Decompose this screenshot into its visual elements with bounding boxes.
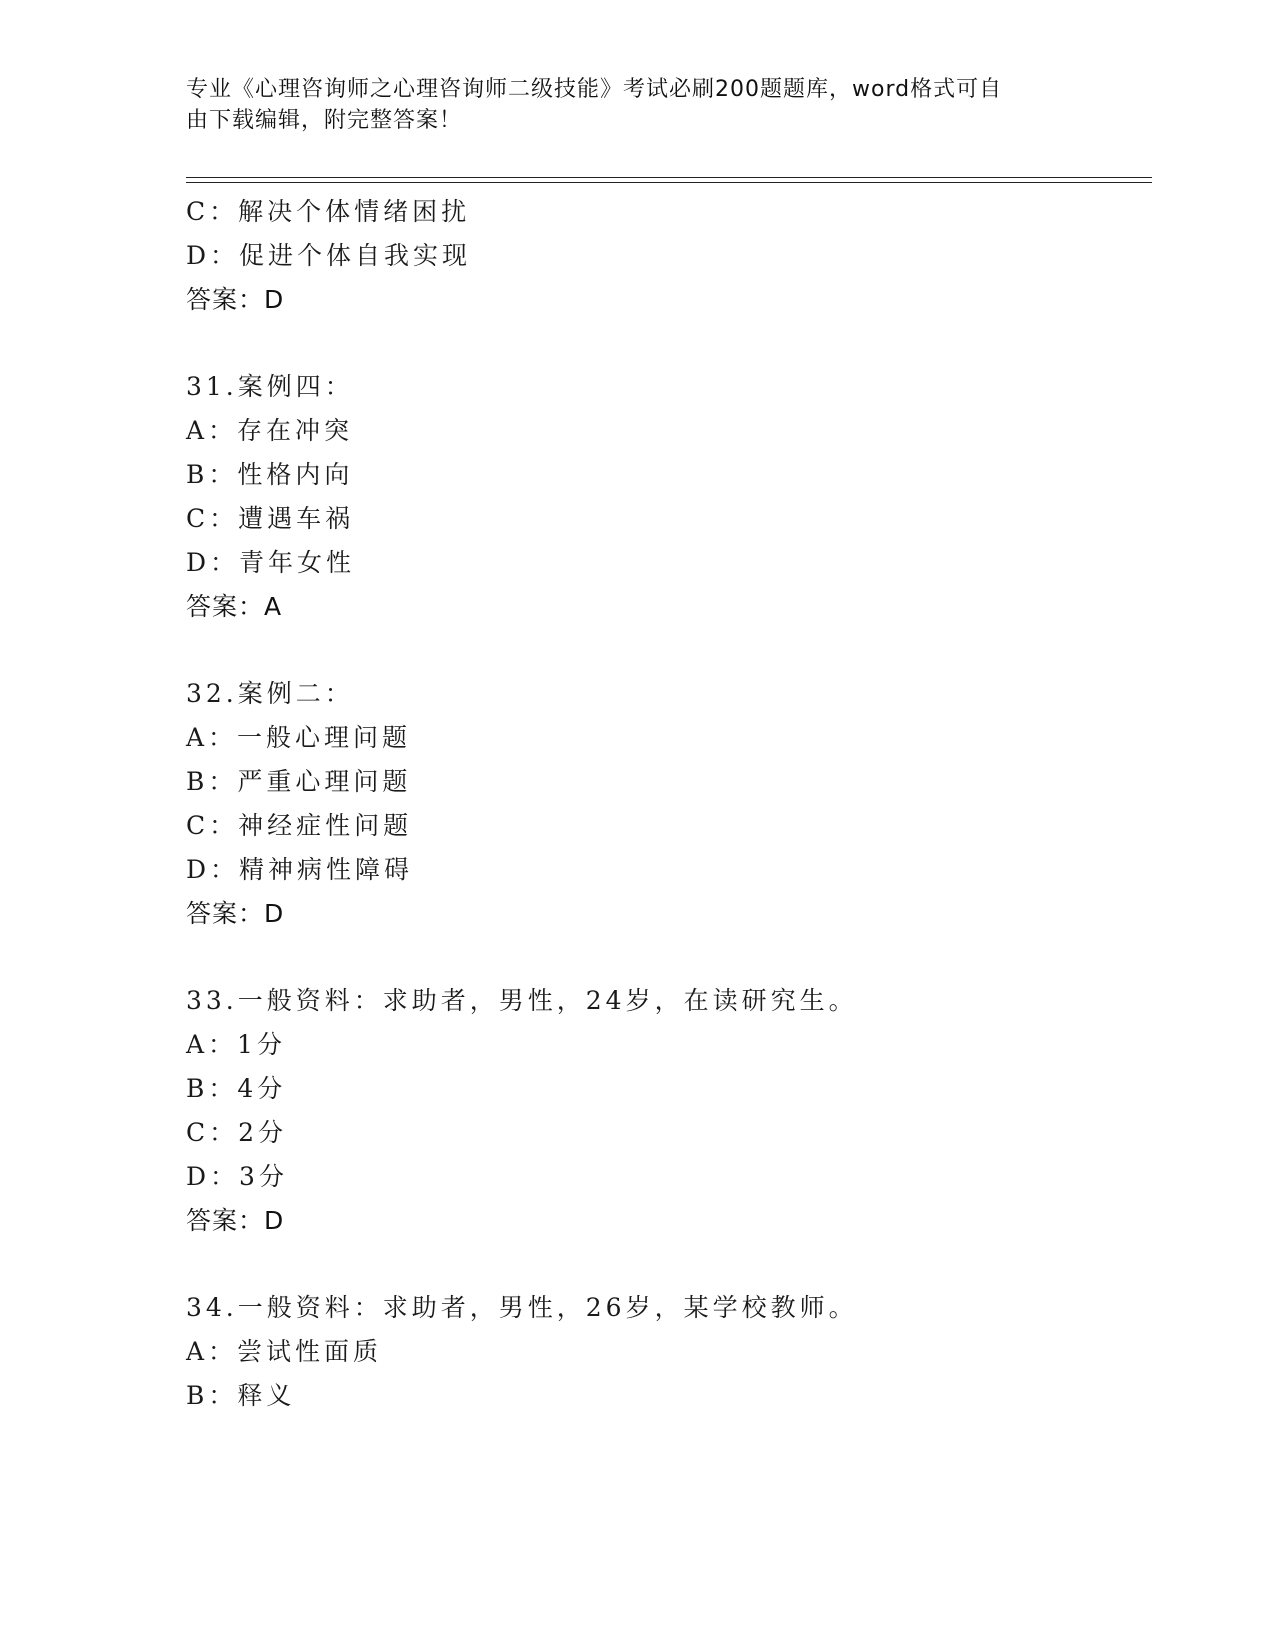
answer-line: 答案：D — [186, 1206, 285, 1235]
answer-line: 答案：A — [186, 592, 283, 621]
question-34: 34.一般资料：求助者，男性，26岁，某学校教师。 — [186, 1293, 858, 1322]
question-33: 33.一般资料：求助者，男性，24岁，在读研究生。 — [186, 986, 858, 1015]
option-a: A：一般心理问题 — [186, 723, 412, 752]
question-32: 32.案例二： — [186, 679, 354, 708]
option-a: A：尝试性面质 — [186, 1337, 383, 1366]
option-c: C：神经症性问题 — [186, 811, 413, 840]
option-d: D：青年女性 — [186, 548, 356, 577]
option-b: B：4分 — [186, 1074, 287, 1103]
document-header — [186, 74, 1066, 136]
option-d: D：促进个体自我实现 — [186, 241, 472, 270]
header-divider-bottom — [186, 182, 1152, 183]
question-31: 31.案例四： — [186, 372, 354, 401]
option-d: D：3分 — [186, 1162, 288, 1191]
answer-line: 答案：D — [186, 285, 285, 314]
option-b: B：释义 — [186, 1381, 296, 1410]
header-divider-top — [186, 177, 1152, 178]
option-c: C：2分 — [186, 1118, 288, 1147]
header-line-2: 由下载编辑，附完整答案！ — [186, 108, 463, 133]
header-line-1: 专业《心理咨询师之心理咨询师二级技能》考试必刷200题题库，word格式可自 — [186, 77, 1003, 102]
option-a: A：存在冲突 — [186, 416, 354, 445]
option-d: D：精神病性障碍 — [186, 855, 414, 884]
option-b: B：性格内向 — [186, 460, 354, 489]
answer-line: 答案：D — [186, 899, 285, 928]
option-c: C：解决个体情绪困扰 — [186, 197, 471, 226]
option-a: A：1分 — [186, 1030, 286, 1059]
option-b: B：严重心理问题 — [186, 767, 412, 796]
option-c: C：遭遇车祸 — [186, 504, 355, 533]
